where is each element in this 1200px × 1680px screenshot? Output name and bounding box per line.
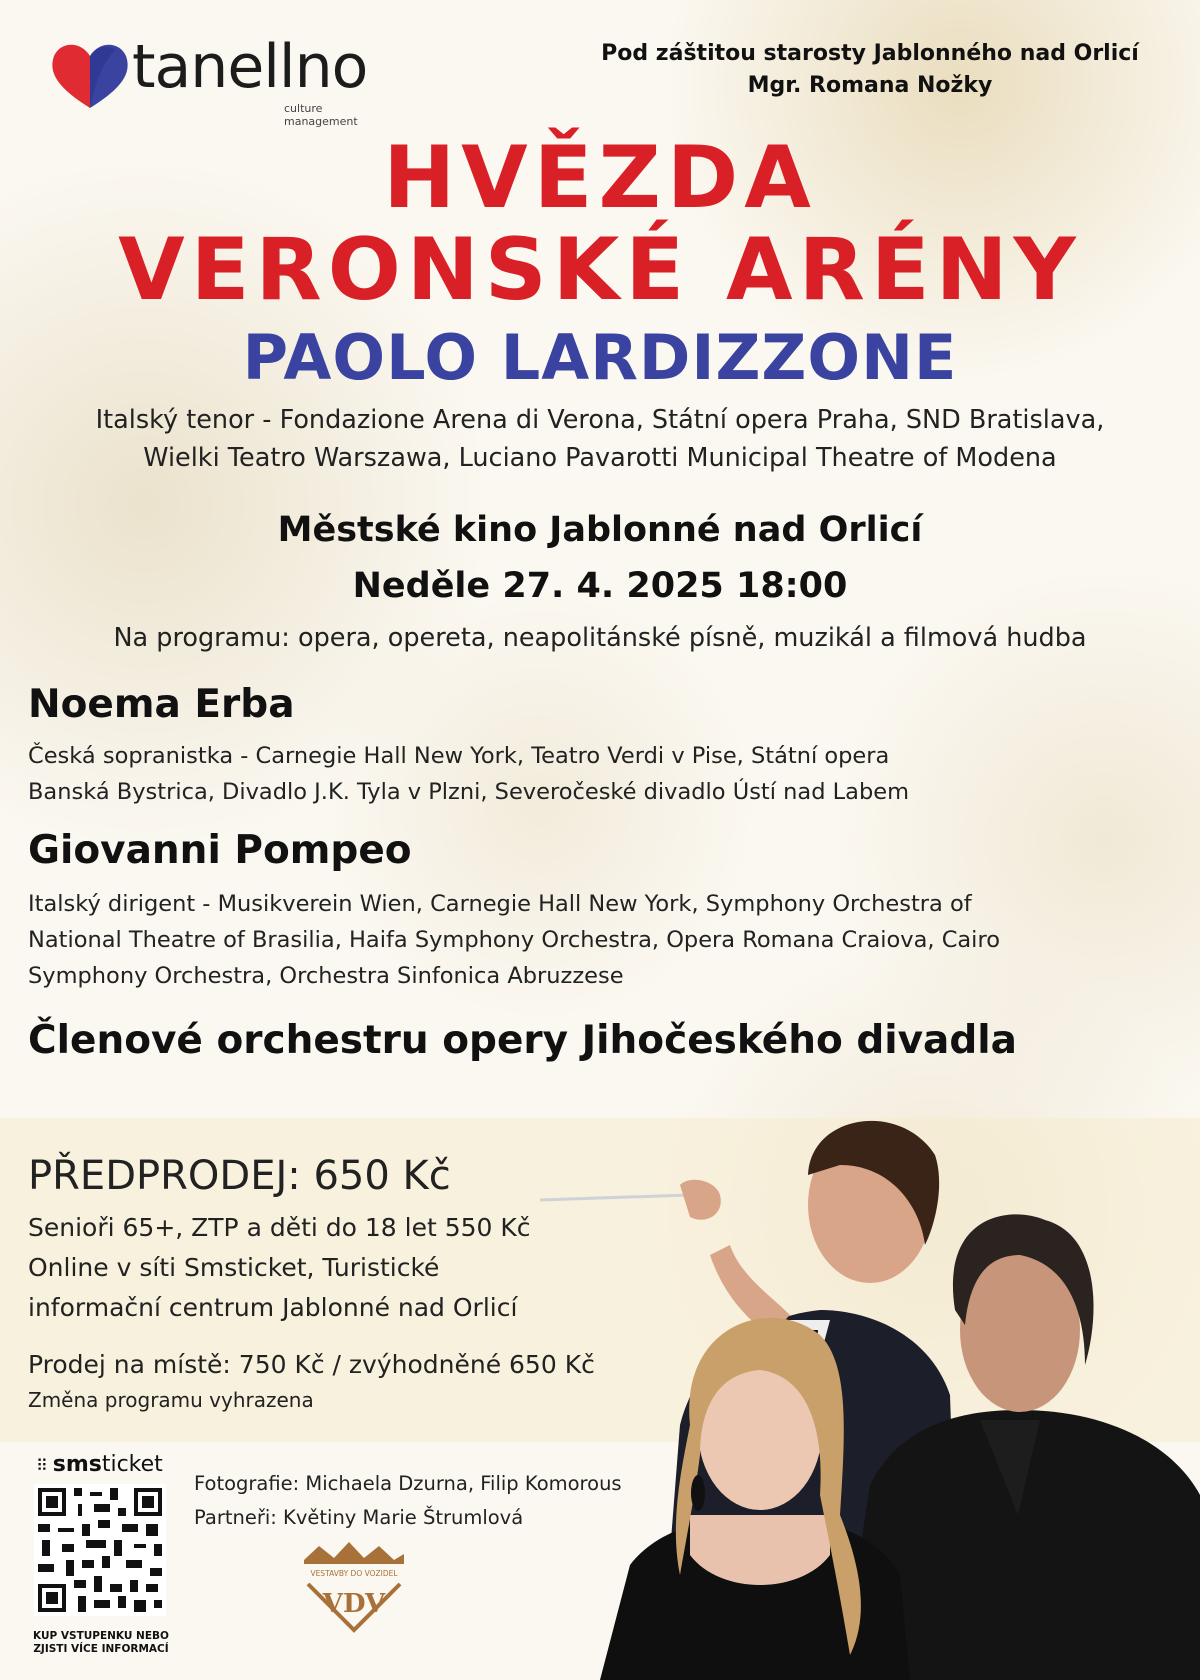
- venue: Městské kino Jablonné nad Orlicí: [277, 510, 923, 550]
- event-date: Neděle 27. 4. 2025 18:00: [352, 566, 848, 606]
- patron-line-2: Mgr. Romana Nožky: [747, 73, 993, 98]
- qr-caption-line-1: KUP VSTUPENKU NEBO: [33, 1630, 169, 1642]
- discount-price: Senioři 65+, ZTP a děti do 18 let 550 Kč: [28, 1213, 531, 1242]
- smsticket-brand-bold: sms: [52, 1452, 102, 1477]
- partners-credit: Partneři: Květiny Marie Štrumlová: [194, 1506, 524, 1529]
- sales-channels-line-1: Online v síti Smsticket, Turistické: [28, 1253, 440, 1282]
- qr-caption-line-2: ZJISTI VÍCE INFORMACÍ: [33, 1643, 169, 1655]
- program-text: Na programu: opera, opereta, neapolitánské písně, muzikál a filmová hudba: [113, 623, 1087, 653]
- patron-block: [580, 38, 1160, 102]
- soprano-name: Noema Erba: [28, 682, 295, 727]
- soprano-description: [28, 738, 1178, 810]
- title-line-1: HVĚZDA: [383, 128, 817, 228]
- presale-price: PŘEDPRODEJ: 650 Kč: [28, 1153, 451, 1199]
- conductor-desc-line-2: National Theatre of Brasilia, Haifa Symphony Orchestra, Opera Romana Craiova, Cairo: [28, 927, 1000, 953]
- qr-caption: [26, 1630, 176, 1656]
- program-change-note: Změna programu vyhrazena: [28, 1388, 314, 1412]
- tanellno-logo: [48, 32, 398, 128]
- smsticket-brand: [36, 1452, 163, 1477]
- performer-bio-line-2: Wielki Teatro Warszawa, Luciano Pavarotti Municipal Theatre of Modena: [143, 443, 1057, 473]
- heart-logo-icon: [48, 38, 132, 112]
- logo-wordmark: tanellno: [132, 32, 368, 102]
- performer-name: PAOLO LARDIZZONE: [242, 321, 958, 394]
- sales-channels-line-2: informační centrum Jablonné nad Orlicí: [28, 1293, 518, 1322]
- conductor-desc-line-3: Symphony Orchestra, Orchestra Sinfonica Abruzzese: [28, 963, 624, 989]
- logo-tagline: culture management: [284, 102, 358, 128]
- title-line-2: VERONSKÉ ARÉNY: [118, 220, 1082, 320]
- vdv-partner-logo: [294, 1540, 414, 1634]
- performers-photo: [540, 1095, 1200, 1680]
- vdv-letters: VDV: [322, 1589, 386, 1619]
- conductor-description: [28, 886, 1178, 994]
- smsticket-dots-icon: ⠿: [36, 1456, 46, 1475]
- onsite-price: Prodej na místě: 750 Kč / zvýhodněné 650 Kč: [28, 1350, 595, 1379]
- orchestra-heading: Členové orchestru opery Jihočeského divadla: [28, 1018, 1017, 1063]
- performer-bio-line-1: Italský tenor - Fondazione Arena di Verona, Státní opera Praha, SND Bratislava,: [95, 405, 1105, 435]
- soprano-desc-line-1: Česká sopranistka - Carnegie Hall New York, Teatro Verdi v Pise, Státní opera: [28, 743, 890, 769]
- soprano-desc-line-2: Banská Bystrica, Divadlo J.K. Tyla v Plzni, Severočeské divadlo Ústí nad Labem: [28, 779, 909, 805]
- conductor-desc-line-1: Italský dirigent - Musikverein Wien, Carnegie Hall New York, Symphony Orchestra of: [28, 891, 972, 917]
- photo-credit: Fotografie: Michaela Dzurna, Filip Komorous: [194, 1472, 622, 1495]
- patron-line-1: Pod záštitou starosty Jablonného nad Orlicí: [601, 41, 1139, 66]
- vdv-top-text: VESTAVBY DO VOZIDEL: [310, 1569, 398, 1578]
- conductor-name: Giovanni Pompeo: [28, 828, 412, 873]
- qr-code-icon[interactable]: [34, 1484, 166, 1616]
- smsticket-brand-rest: ticket: [101, 1452, 163, 1477]
